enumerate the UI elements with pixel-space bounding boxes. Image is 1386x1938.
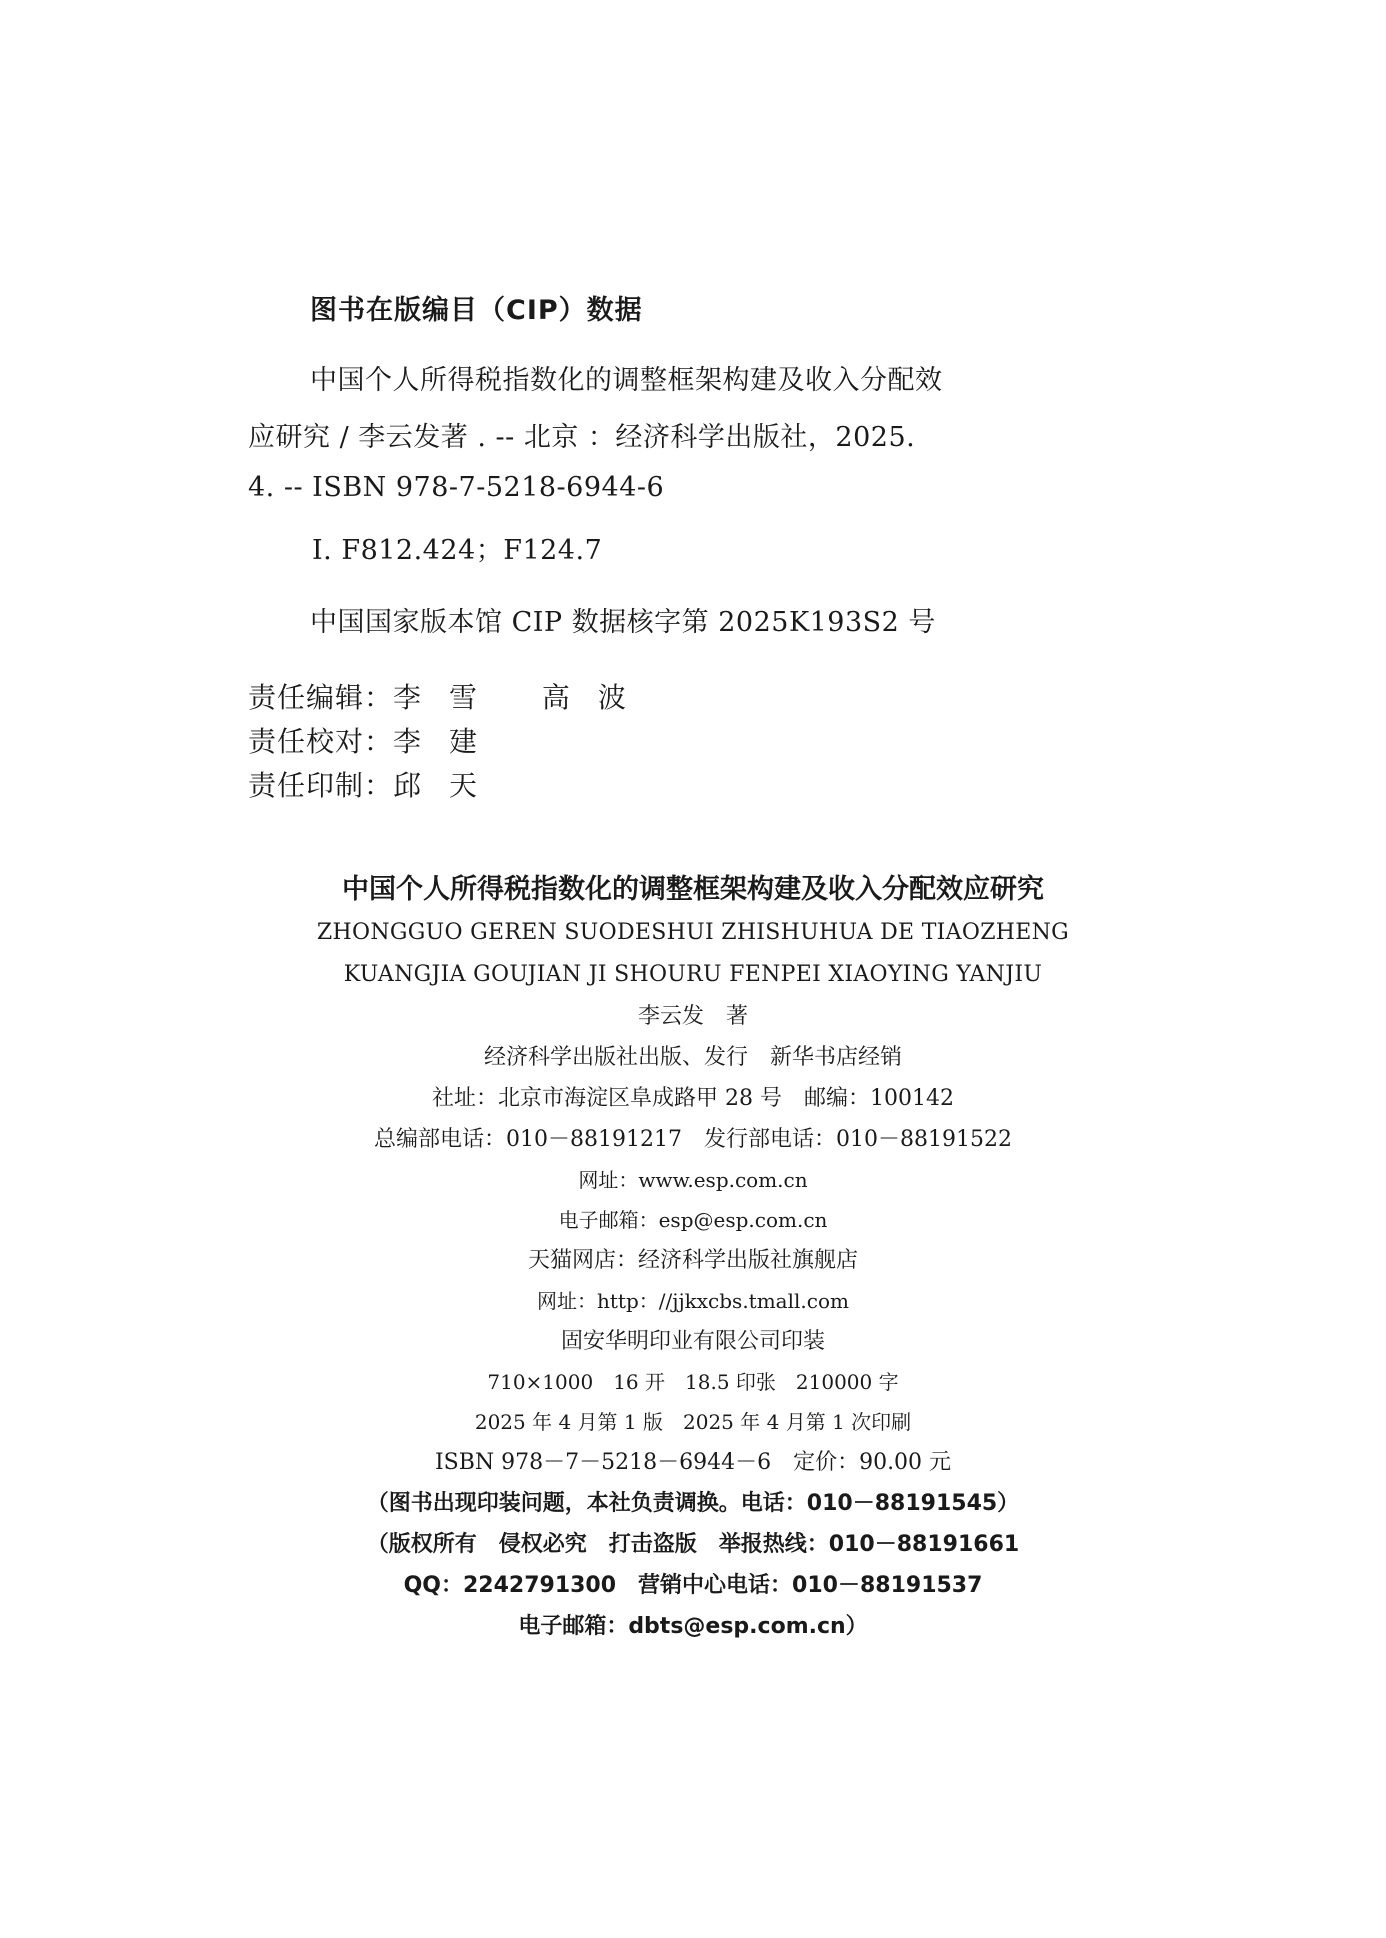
cip-heading: 图书在版编目（CIP）数据: [310, 295, 643, 326]
notice-line-1: （图书出现印装问题，本社负责调换。电话：010－88191545）: [366, 1491, 1020, 1516]
cip-classification-line: Ⅰ. F812.424；F124.7: [312, 535, 603, 566]
book-title: 中国个人所得税指数化的调整框架构建及收入分配效应研究: [342, 874, 1044, 905]
staff-printing: [248, 764, 505, 804]
notice-line-4: 电子邮箱：dbts@esp.com.cn）: [518, 1614, 868, 1639]
isbn-price-line: ISBN 978－7－5218－6944－6 定价：90.00 元: [434, 1450, 952, 1475]
notice-line-2: （版权所有 侵权必究 打击盗版 举报热线：010－88191661: [366, 1532, 1020, 1557]
staff-names: 李雪 高波: [393, 681, 654, 714]
cip-publication-line: 应研究 / 李云发著 . -- 北京 ：经济科学出版社，2025.: [248, 422, 916, 453]
staff-editor: [248, 676, 654, 716]
email-line: 电子邮箱：esp@esp.com.cn: [558, 1208, 828, 1232]
staff-label: 责任编辑：: [248, 681, 394, 714]
staff-proofreader: [248, 720, 505, 760]
notice-line-3: QQ：2242791300 营销中心电话：010－88191537: [403, 1573, 983, 1598]
edition-line: 2025 年 4 月第 1 版 2025 年 4 月第 1 次印刷: [474, 1410, 912, 1434]
staff-label: 责任印制：: [248, 769, 394, 802]
pinyin-title-line-1: ZHONGGUO GEREN SUODESHUI ZHISHUHUA DE TIAOZHENG: [316, 920, 1070, 945]
tmall-store-line: 天猫网店：经济科学出版社旗舰店: [527, 1248, 858, 1273]
staff-label: 责任校对：: [248, 725, 394, 758]
staff-names: 李建: [393, 725, 506, 758]
colophon: [0, 868, 1386, 1647]
printer-line: 固安华明印业有限公司印装: [560, 1329, 825, 1354]
website-line: 网址：www.esp.com.cn: [578, 1168, 808, 1192]
cip-isbn-line: 4. -- ISBN 978-7-5218-6944-6: [248, 472, 665, 503]
address-line: 社址：北京市海淀区阜成路甲 28 号 邮编：100142: [432, 1086, 954, 1111]
publisher-line: 经济科学出版社出版、发行 新华书店经销: [483, 1045, 902, 1070]
cip-title-line: 中国个人所得税指数化的调整框架构建及收入分配效: [310, 365, 943, 396]
specs-line: 710×1000 16 开 18.5 印张 210000 字: [487, 1370, 899, 1394]
pinyin-title-line-2: KUANGJIA GOUJIAN JI SHOURU FENPEI XIAOYING YANJIU: [343, 962, 1043, 987]
author-line: 李云发 著: [637, 1004, 748, 1029]
staff-names: 邱天: [393, 769, 506, 802]
phones-line: 总编部电话：010－88191217 发行部电话：010－88191522: [374, 1127, 1012, 1152]
tmall-url-line: 网址：http：//jjkxcbs.tmall.com: [537, 1289, 849, 1313]
cip-record-number: 中国国家版本馆 CIP 数据核字第 2025K193S2 号: [310, 607, 936, 638]
